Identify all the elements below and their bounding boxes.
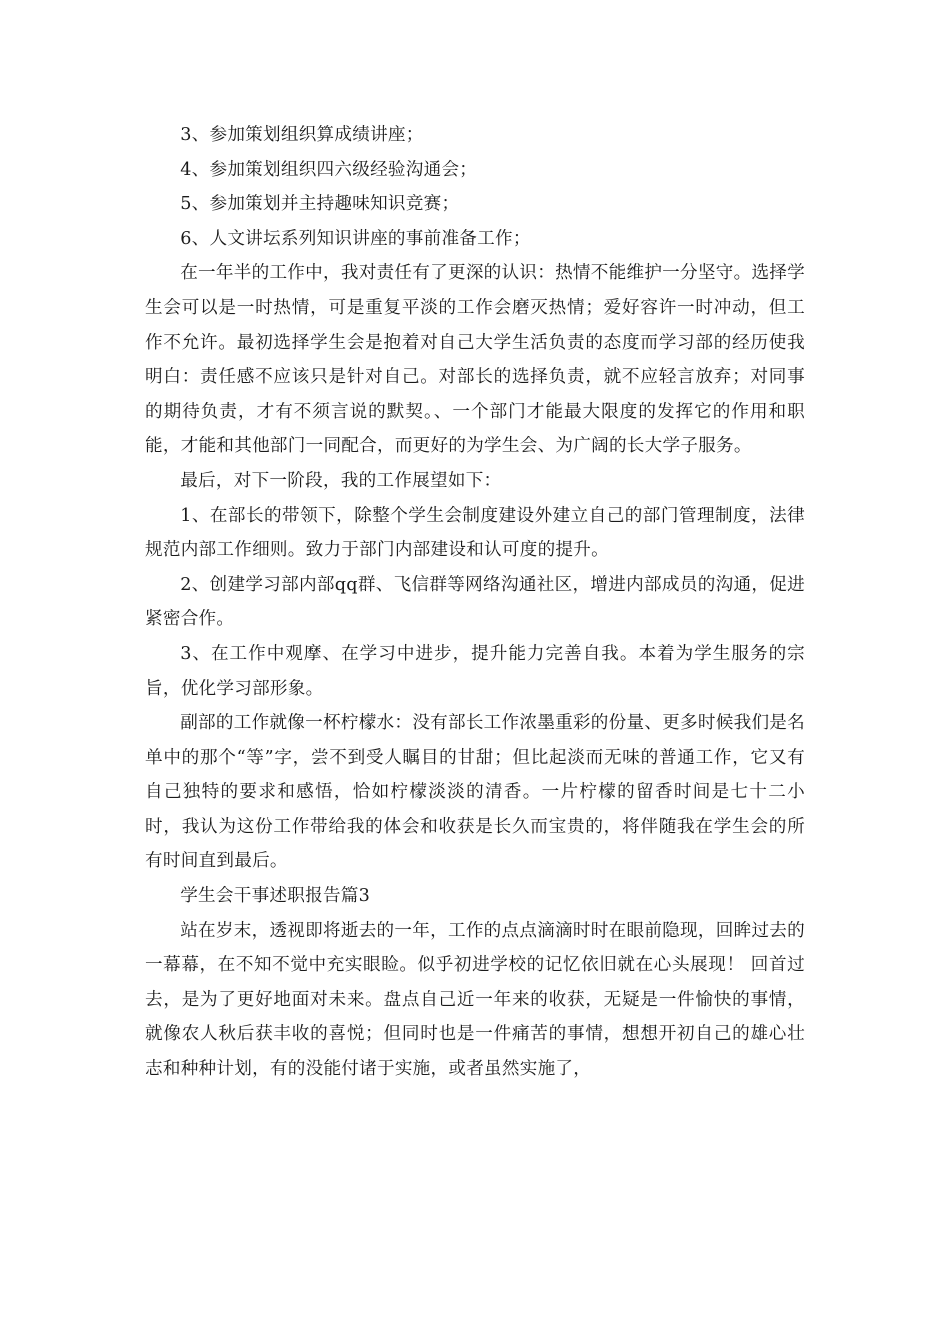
list-item-4: 4、参加策划组织四六级经验沟通会； xyxy=(180,159,478,180)
paragraph-outlook-intro: 最后，对下一阶段，我的工作展望如下： xyxy=(180,470,502,491)
paragraph-responsibility: 在一年半的工作中，我对责任有了更深的认识：热情不能维护一分坚守。选择学生会可以是一时热情，可是重复平淡的工作会磨灭热情；爱好容许一时冲动，但工作不允许。最初选择学生会是抱着对自己大学生活负责的态度而学习部的经历使我明白：责任感不应该只是针对自己。对部长的选择负责，就不应轻言放弃；对同事的期待负责，才有不须言说的默契。、一个部门才能最大限度的发挥它的作用和职能，才能和其他部门一同配合，而更好的为学生会、为广阔的长大学子服务。 xyxy=(145,263,805,457)
list-item-3: 3、参加策划组织算成绩讲座； xyxy=(180,125,424,145)
list-item-6: 6、人文讲坛系列知识讲座的事前准备工作； xyxy=(180,228,531,249)
section-heading: 学生会干事述职报告篇3 xyxy=(180,886,371,907)
outlook-item-1: 1、在部长的带领下，除整个学生会制度建设外建立自己的部门管理制度，法律规范内部工作细则。致力于部门内部建设和认可度的提升。 xyxy=(145,505,805,561)
outlook-item-3: 3、在工作中观摩、在学习中进步，提升能力完善自我。本着为学生服务的宗旨，优化学习部形象。 xyxy=(145,643,805,699)
paragraph-lemonade: 副部的工作就像一杯柠檬水：没有部长工作浓墨重彩的份量、更多时候我们是名单中的那个“等”字，尝不到受人瞩目的甘甜；但比起淡而无味的普通工作，它又有自己独特的要求和感悟，恰如柠檬淡淡的清香。一片柠檬的留香时间是七十二小时，我认为这份工作带给我的体会和收获是长久而宝贵的，将伴随我在学生会的所有时间直到最后。 xyxy=(145,713,805,872)
paragraph-year-end: 站在岁末，透视即将逝去的一年，工作的点点滴滴时时在眼前隐现，回眸过去的一幕幕，在不知不觉中充实眼睑。似乎初进学校的记忆依旧就在心头展现！ 回首过去，是为了更好地面对未来。盘点自己近一年来的收获，无疑是一件愉快的事情，就像农人秋后获丰收的喜悦；但同时也是一件痛苦的事情，想想开初自己的雄心壮志和种种计划，有的没能付诸于实施，或者虽然实施了， xyxy=(145,920,805,1080)
list-item-5: 5、参加策划并主持趣味知识竞赛； xyxy=(180,194,460,215)
outlook-item-2: 2、创建学习部内部qq群、飞信群等网络沟通社区，增进内部成员的沟通，促进紧密合作。 xyxy=(145,574,805,630)
document-body xyxy=(145,118,805,1087)
